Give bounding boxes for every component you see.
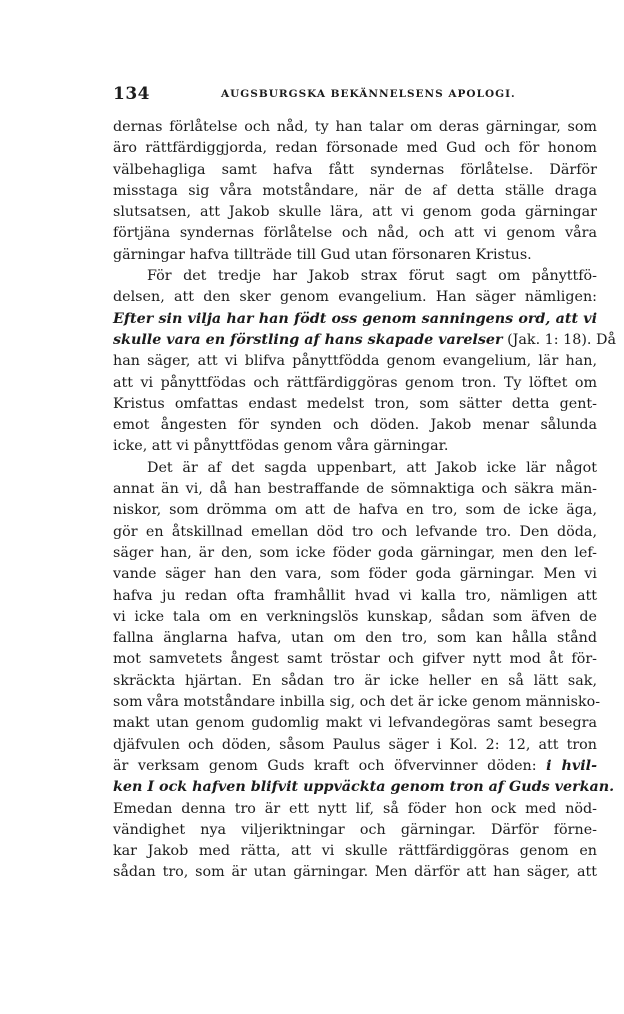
- text-line: gärningar hafva tillträde till Gud utan försonaren Kristus.: [113, 246, 532, 263]
- scripture-quote-fragment: skulle vara en förstling af hans skapade varelser: [113, 331, 503, 348]
- text-line: Emedan denna tro är ett nytt lif, så föder hon ock med nöd-: [113, 800, 597, 817]
- text-line: hafva ju redan ofta framhållit hvad vi kalla tro, nämligen att: [113, 587, 597, 604]
- text-line: säger han, är den, som icke föder goda gärningar, men den lef-: [113, 544, 597, 561]
- scripture-quote-line: Efter sin vilja har han födt oss genom sanningens ord, att vi: [113, 310, 597, 327]
- paragraph-start-line: För det tredje har Jakob strax förut sagt om pånyttfö-: [147, 268, 597, 285]
- scripture-quote-fragment: i hvil-: [546, 757, 598, 774]
- text-line: delsen, att den sker genom evangelium. Han säger nämligen:: [113, 289, 597, 306]
- text-line: skräckta hjärtan. En sådan tro är icke heller en så lätt sak,: [113, 672, 597, 689]
- text-line: han säger, att vi blifva pånyttfödda genom evangelium, lär han,: [113, 353, 597, 370]
- body-text: [113, 117, 616, 884]
- text-line: makt utan genom gudomlig makt vi lefvandegöras samt besegra: [113, 715, 597, 732]
- page-number: 134: [113, 84, 150, 104]
- text-fragment: är verksam genom Guds kraft och öfvervinner döden:: [113, 757, 537, 774]
- text-line: annat än vi, då han bestraffande de sömnaktiga och säkra män-: [113, 481, 597, 498]
- paragraph-start-line: Det är af det sagda uppenbart, att Jakob icke lär något: [147, 459, 597, 476]
- text-line: gör en åtskillnad emellan död tro och lefvande tro. Den döda,: [113, 523, 597, 540]
- text-line: djäfvulen och döden, såsom Paulus säger i Kol. 2: 12, att tron: [113, 736, 597, 753]
- scripture-quote-line: ken I ock hafven blifvit uppväckta genom tron af Guds verkan.: [113, 779, 615, 796]
- text-line: [113, 330, 616, 351]
- text-line: fallna änglarna hafva, utan om den tro, som kan hålla stånd: [113, 630, 597, 647]
- running-title: AUGSBURGSKA BEKÄNNELSENS APOLOGI.: [221, 88, 516, 100]
- text-line: vande säger han den vara, som föder goda gärningar. Men vi: [113, 566, 597, 583]
- scripture-reference: (Jak. 1: 18). Då: [507, 331, 616, 348]
- text-line: äro rättfärdiggjorda, redan försonade med Gud och för honom: [113, 140, 597, 157]
- text-line: att vi pånyttfödas och rättfärdiggöras genom tron. Ty löftet om: [113, 374, 597, 391]
- text-line: som våra motståndare inbilla sig, och det är icke genom människo-: [113, 694, 601, 711]
- text-line: [113, 756, 597, 777]
- text-line: mot samvetets ångest samt tröstar och gifver nytt mod åt för-: [113, 651, 597, 668]
- text-line: förtjäna syndernas förlåtelse och nåd, och att vi genom våra: [113, 225, 597, 242]
- text-line: dernas förlåtelse och nåd, ty han talar om deras gärningar, som: [113, 119, 597, 135]
- text-line: kar Jakob med rätta, att vi skulle rättfärdiggöras genom en: [113, 843, 597, 860]
- text-line: slutsatsen, att Jakob skulle lära, att vi genom goda gärningar: [113, 204, 597, 221]
- page-header: [113, 84, 597, 108]
- text-line: vändighet nya viljeriktningar och gärningar. Därför förne-: [113, 821, 597, 838]
- text-line: vi icke tala om en verkningslös kunskap, sådan som äfven de: [113, 608, 597, 625]
- text-line: välbehagliga samt hafva fått syndernas förlåtelse. Därför: [113, 161, 597, 178]
- text-line: Kristus omfattas endast medelst tron, som sätter detta gent-: [113, 395, 597, 412]
- text-line: niskor, som drömma om att de hafva en tro, som de icke äga,: [113, 502, 597, 519]
- text-line: misstaga sig våra motståndare, när de af detta ställe draga: [113, 182, 597, 199]
- text-line: sådan tro, som är utan gärningar. Men därför att han säger, att: [113, 864, 597, 881]
- text-line: icke, att vi pånyttfödas genom våra gärningar.: [113, 438, 449, 455]
- text-line: emot ångesten för synden och döden. Jakob menar sålunda: [113, 417, 597, 434]
